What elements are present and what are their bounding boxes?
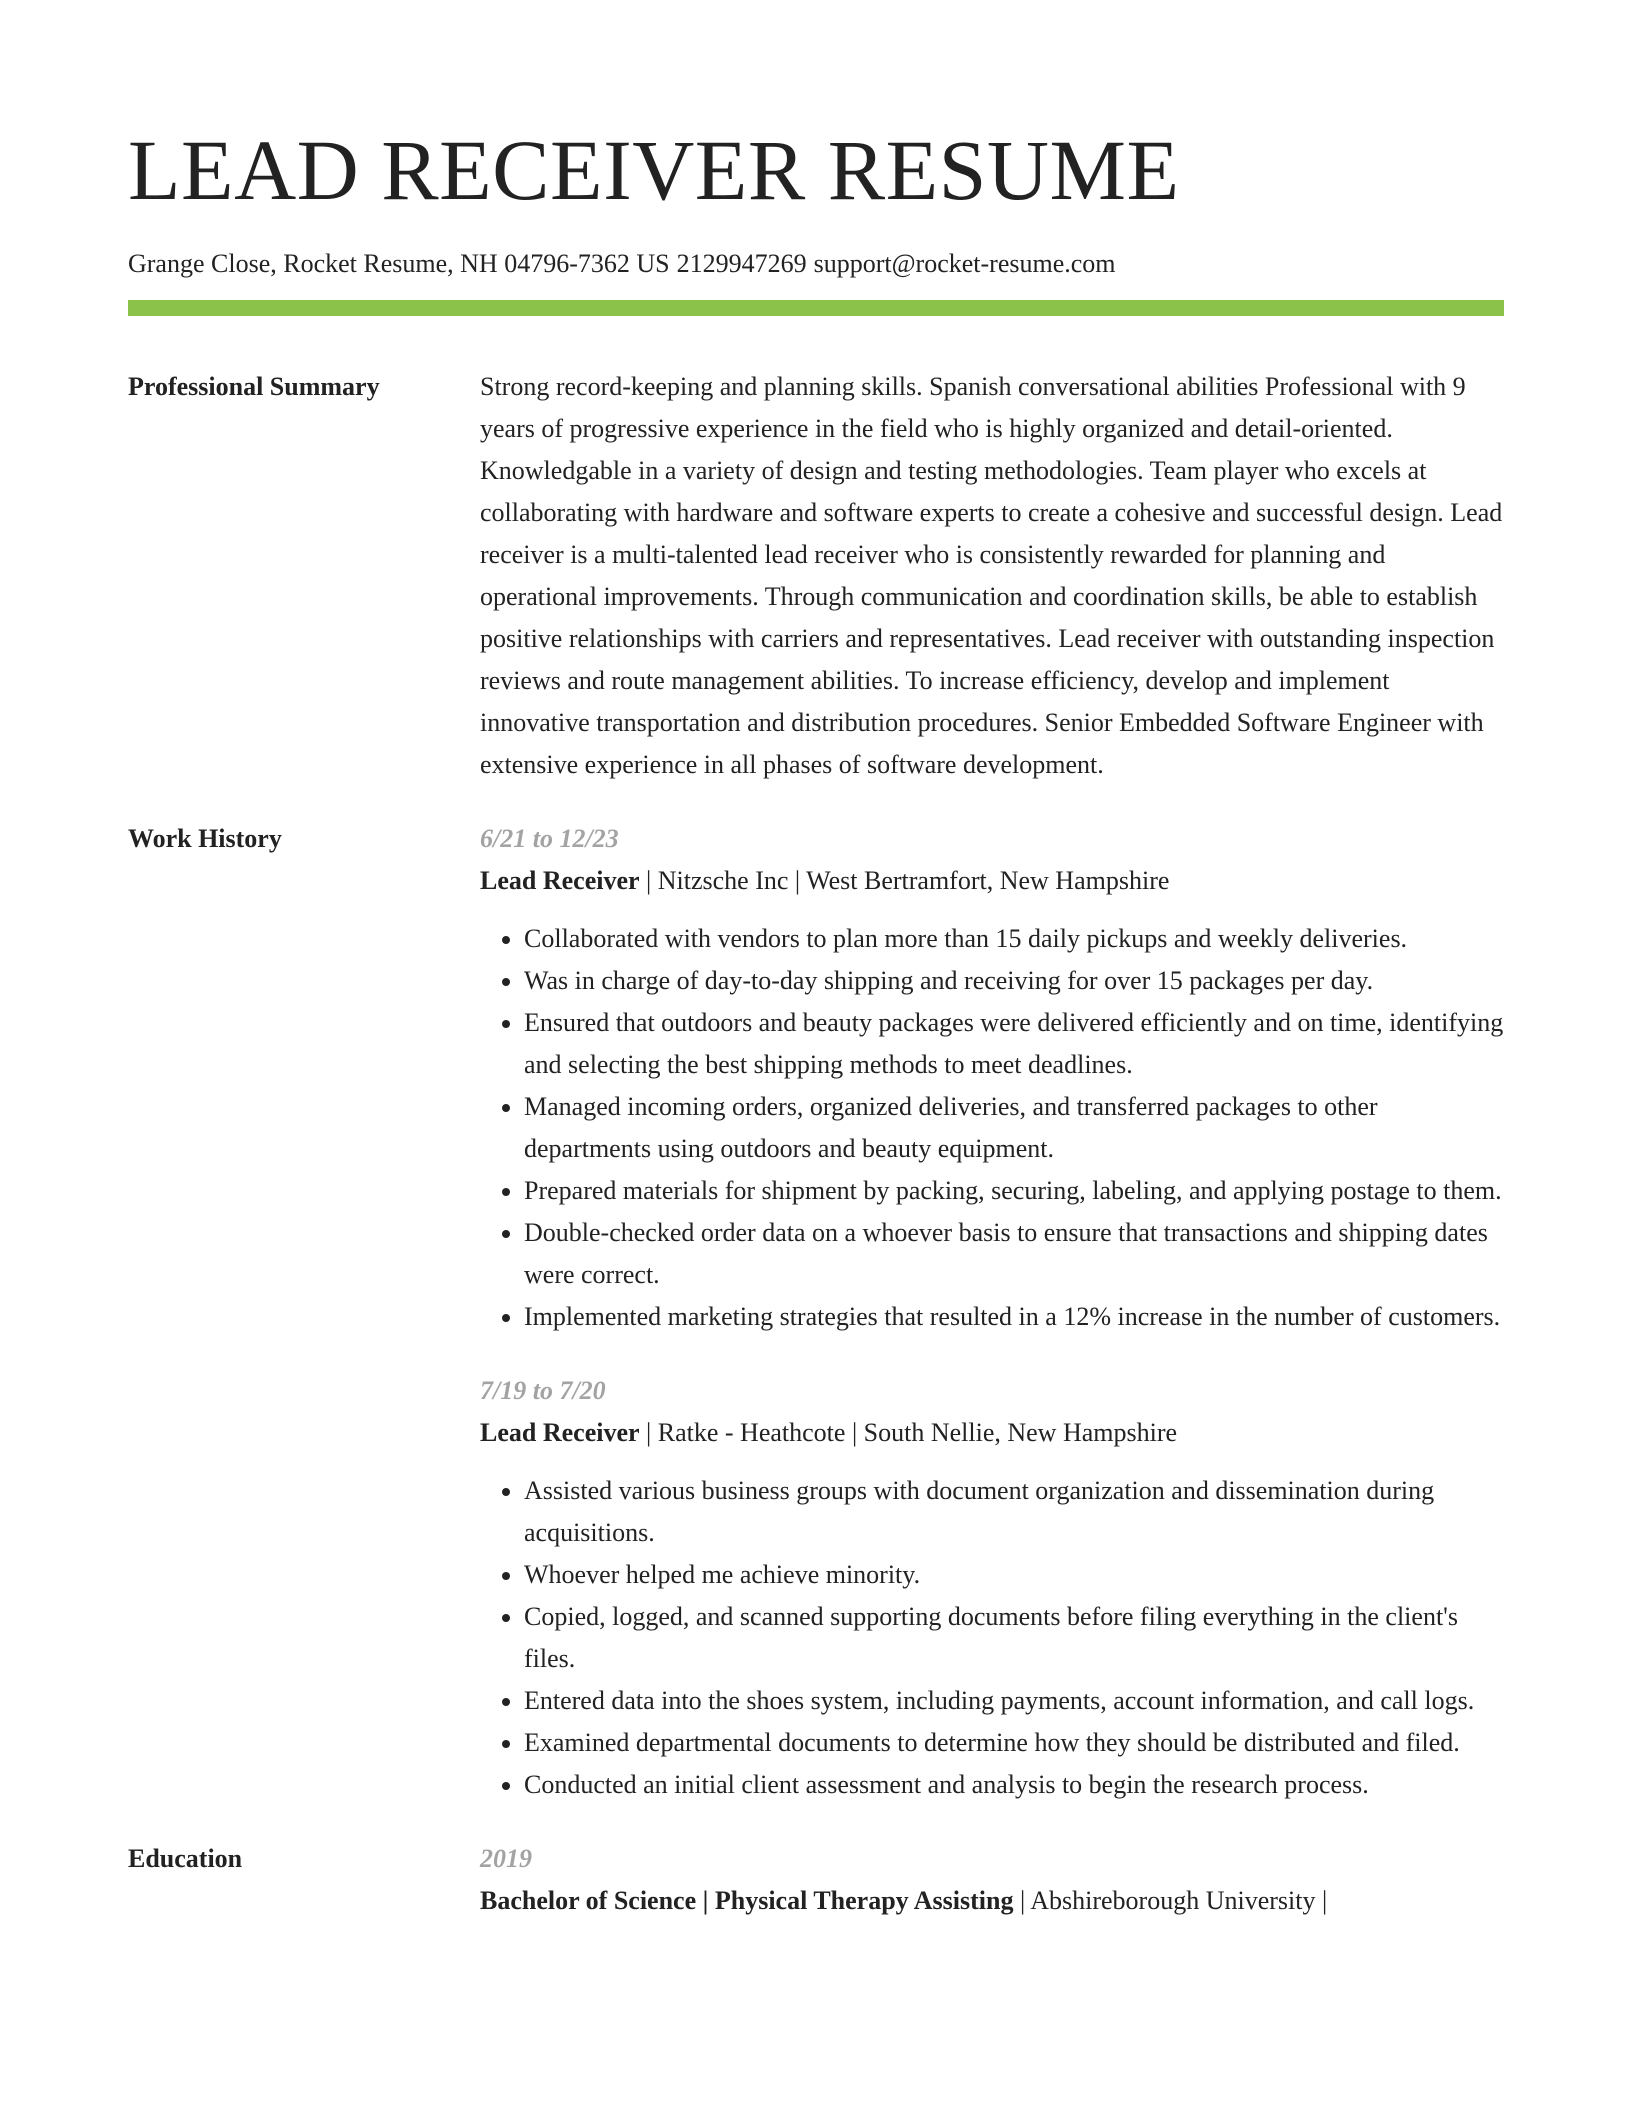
job-duties-list	[480, 918, 1504, 1338]
job-duties-list	[480, 1470, 1504, 1806]
school: | Abshireborough University |	[1013, 1886, 1328, 1915]
job-duty-item: • Assisted various business groups with document organization and dissemination during acquisitions.	[524, 1470, 1504, 1554]
work-history-section	[128, 818, 1504, 1806]
job-duty-item: • Conducted an initial client assessment and analysis to begin the research process.	[524, 1764, 1504, 1806]
contact-address: Grange Close, Rocket Resume, NH 04796-7362 US	[128, 249, 670, 278]
contact-line	[128, 248, 1504, 280]
job-duty-item: • Ensured that outdoors and beauty packages were delivered efficiently and on time, identifying and selecting the best shipping methods to meet deadlines.	[524, 1002, 1504, 1086]
job-employer-location: | Ratke - Heathcote | South Nellie, New Hampshire	[639, 1418, 1178, 1447]
job-employer-location: | Nitzsche Inc | West Bertramfort, New Hampshire	[639, 866, 1170, 895]
job-entry	[480, 818, 1504, 1338]
job-heading	[480, 860, 1504, 902]
job-heading	[480, 1412, 1504, 1454]
accent-divider	[128, 300, 1504, 316]
job-duty-item: • Implemented marketing strategies that resulted in a 12% increase in the number of customers.	[524, 1296, 1504, 1338]
section-heading-work-history: Work History	[128, 824, 282, 853]
job-duty-item: • Copied, logged, and scanned supporting documents before filing everything in the client's files.	[524, 1596, 1504, 1680]
resume-page	[128, 0, 1504, 1922]
section-heading-education: Education	[128, 1844, 243, 1873]
job-title: Lead Receiver	[480, 1418, 640, 1447]
job-duty-item: • Managed incoming orders, organized deliveries, and transferred packages to other departments using outdoors and beauty equipment.	[524, 1086, 1504, 1170]
job-duty-item: • Entered data into the shoes system, including payments, account information, and call logs.	[524, 1680, 1504, 1722]
job-duty-item: • Examined departmental documents to determine how they should be distributed and filed.	[524, 1722, 1504, 1764]
job-duty-item: • Prepared materials for shipment by packing, securing, labeling, and applying postage to them.	[524, 1170, 1504, 1212]
education-year: 2019	[480, 1844, 532, 1873]
education-section	[128, 1838, 1504, 1922]
contact-email: support@rocket-resume.com	[813, 249, 1116, 278]
job-duty-item: • Whoever helped me achieve minority.	[524, 1554, 1504, 1596]
job-duty-item: • Double-checked order data on a whoever basis to ensure that transactions and shipping dates were correct.	[524, 1212, 1504, 1296]
degree: Bachelor of Science | Physical Therapy Assisting	[480, 1886, 1014, 1915]
job-duty-item: • Collaborated with vendors to plan more than 15 daily pickups and weekly deliveries.	[524, 918, 1504, 960]
contact-phone: 2129947269	[676, 249, 807, 278]
summary-text: Strong record-keeping and planning skills. Spanish conversational abilities Professional with 9 years of progressive experience in the field who is highly organized and detail-oriented. Knowledgable in a variety of design and testing methodologies. Team player who excels at collaborating with hardware and software experts to create a cohesive and successful design. Lead receiver is a multi-talented lead receiver who is consistently rewarded for planning and operational improvements. Through communication and coordination skills, be able to establish positive relationships with carriers and representatives. Lead receiver with outstanding inspection reviews and route management abilities. To increase efficiency, develop and implement innovative transportation and distribution procedures. Senior Embedded Software Engineer with extensive experience in all phases of software development.	[480, 372, 1503, 779]
job-dates: 7/19 to 7/20	[480, 1376, 606, 1405]
education-heading	[480, 1880, 1504, 1922]
job-title: Lead Receiver	[480, 866, 640, 895]
resume-title: LEAD RECEIVER RESUME	[128, 122, 1180, 218]
professional-summary-section	[128, 366, 1504, 786]
job-dates: 6/21 to 12/23	[480, 824, 619, 853]
job-duty-item: • Was in charge of day-to-day shipping and receiving for over 15 packages per day.	[524, 960, 1504, 1002]
job-entry	[480, 1370, 1504, 1806]
section-heading-summary: Professional Summary	[128, 372, 380, 401]
